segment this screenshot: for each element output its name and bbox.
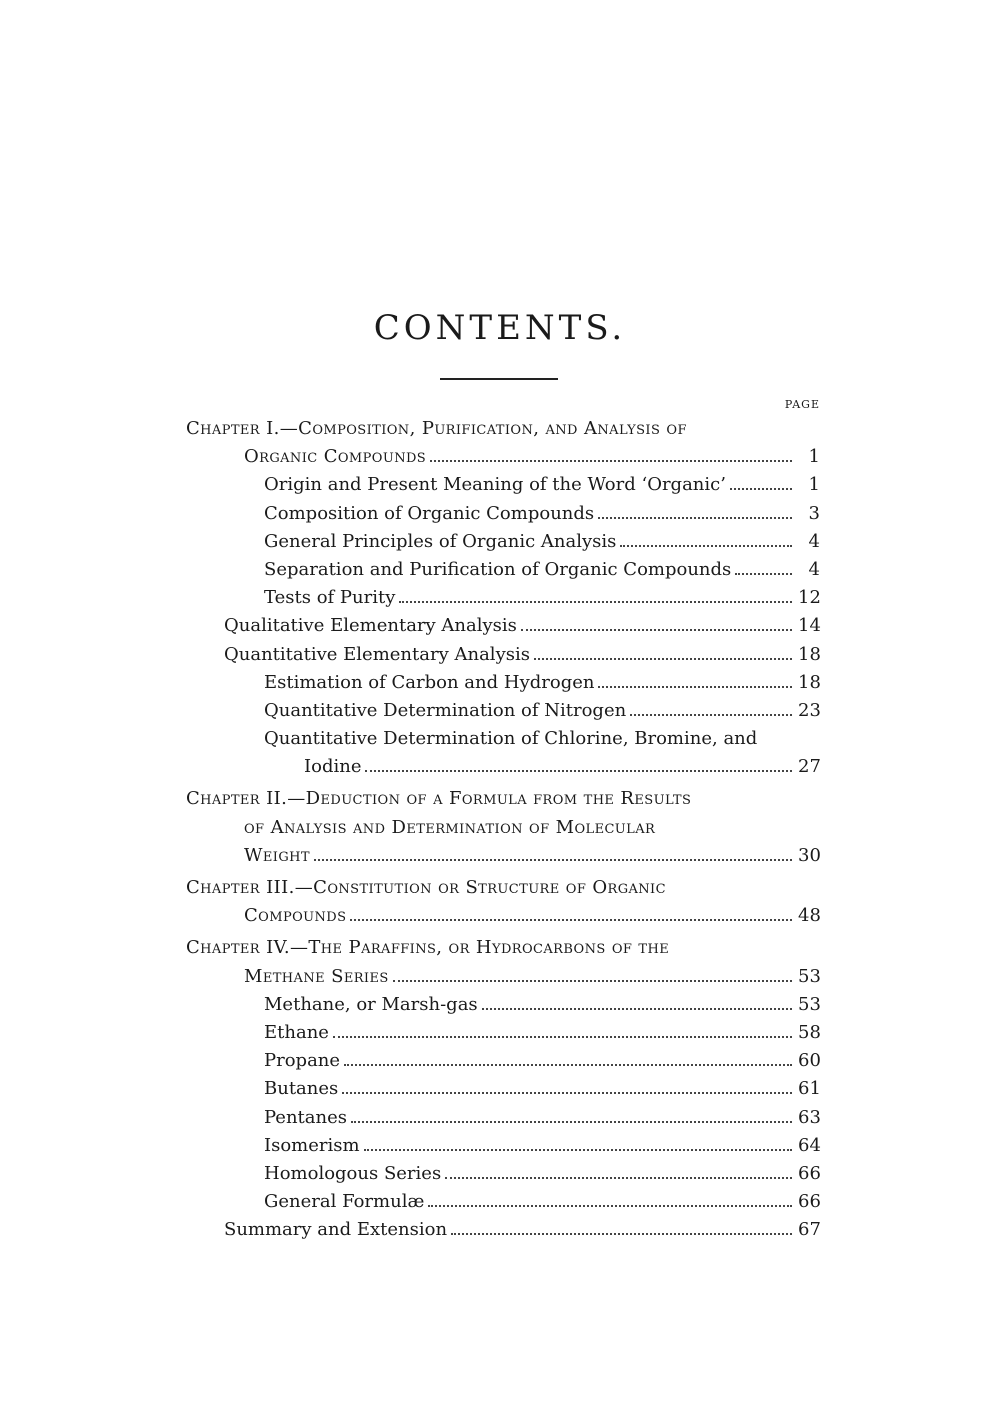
dot-leader <box>630 714 792 716</box>
toc-page-number: 61 <box>798 1078 821 1100</box>
toc-entry-label: Ethane <box>264 1021 329 1043</box>
toc-entry-label: Composition of Organic Compounds <box>264 502 595 524</box>
dot-leader <box>598 686 792 688</box>
page-column-label: PAGE <box>784 398 820 411</box>
toc-entry-label: General Principles of Organic Analysis <box>264 530 617 552</box>
toc-page-number: 14 <box>798 615 821 637</box>
dot-leader <box>364 1149 792 1151</box>
toc-chapter-4-heading-end[interactable] <box>186 966 820 994</box>
toc-entry-label: Homologous Series <box>264 1162 442 1184</box>
dot-leader <box>735 573 792 575</box>
toc-page-number: 63 <box>798 1106 821 1128</box>
toc-entry[interactable] <box>186 1135 820 1163</box>
toc-page-number: 12 <box>798 587 821 609</box>
toc-entry[interactable] <box>186 531 820 559</box>
toc-entry[interactable] <box>186 1050 820 1078</box>
toc-chapter-2-heading-end[interactable] <box>186 845 820 873</box>
page-title: CONTENTS. <box>373 308 627 348</box>
dot-leader <box>350 919 792 921</box>
toc-entry-label: Butanes <box>264 1078 339 1100</box>
toc-entry[interactable] <box>186 1219 820 1247</box>
toc-chapter-heading: Chapter I.—Composition, Purification, and Analysis of <box>186 418 687 439</box>
toc-chapter-2-heading[interactable] <box>186 788 820 816</box>
title-rule <box>440 378 558 380</box>
toc-entry[interactable] <box>186 1163 820 1191</box>
dot-leader <box>430 460 792 462</box>
toc-entry[interactable] <box>186 728 820 756</box>
toc-entry-label: Separation and Purification of Organic Compounds <box>264 558 732 580</box>
dot-leader <box>399 601 792 603</box>
toc-entry-label: Qualitative Elementary Analysis <box>224 615 517 637</box>
toc-chapter-3-heading[interactable] <box>186 877 820 905</box>
toc-entry-label: Methane, or Marsh-gas <box>264 993 478 1015</box>
dot-leader <box>534 658 792 660</box>
dot-leader <box>393 980 792 982</box>
dot-leader <box>428 1205 792 1207</box>
toc-page-number: 4 <box>808 530 820 552</box>
toc-page-number: 30 <box>798 844 821 866</box>
toc-entry-label: Quantitative Elementary Analysis <box>224 643 530 665</box>
toc-entry-label: Quantitative Determination of Nitrogen <box>264 699 627 721</box>
toc-entry[interactable] <box>186 756 820 784</box>
toc-page-number: 1 <box>808 446 820 468</box>
toc-chapter-1-heading-cont[interactable] <box>186 446 820 474</box>
toc-page-number: 4 <box>808 558 820 580</box>
toc-page-number: 1 <box>808 474 820 496</box>
toc-entry-label: Summary and Extension <box>224 1219 448 1241</box>
dot-leader <box>342 1092 792 1094</box>
toc-entry-label: Iodine <box>304 756 362 778</box>
toc-page-number: 48 <box>798 905 821 927</box>
toc-entry[interactable] <box>186 994 820 1022</box>
toc-page-number: 53 <box>798 993 821 1015</box>
dot-leader <box>344 1064 792 1066</box>
toc-entry[interactable] <box>186 1022 820 1050</box>
toc-entry[interactable] <box>186 615 820 643</box>
toc-page-number: 53 <box>798 965 821 987</box>
toc-entry-label: Compounds <box>244 905 347 927</box>
toc-entry[interactable] <box>186 700 820 728</box>
toc-entry-label: Pentanes <box>264 1106 347 1128</box>
dot-leader <box>365 770 792 772</box>
dot-leader <box>620 545 792 547</box>
dot-leader <box>314 859 792 861</box>
toc-page-number: 23 <box>798 699 821 721</box>
toc-entry-label: General Formulæ <box>264 1191 425 1213</box>
toc-entry[interactable] <box>186 644 820 672</box>
toc-chapter-heading: of Analysis and Determination of Molecular <box>244 816 656 838</box>
toc-entry[interactable] <box>186 1078 820 1106</box>
toc-chapter-2-heading-cont[interactable] <box>186 817 820 845</box>
toc-page-number: 18 <box>798 671 821 693</box>
toc-entry[interactable] <box>186 503 820 531</box>
toc-page-number: 66 <box>798 1162 821 1184</box>
toc-entry-label: Estimation of Carbon and Hydrogen <box>264 671 595 693</box>
dot-leader <box>451 1233 792 1235</box>
toc-page-number: 66 <box>798 1191 821 1213</box>
toc-chapter-heading: Chapter II.—Deduction of a Formula from the Results <box>186 788 692 810</box>
toc-entry[interactable] <box>186 587 820 615</box>
dot-leader <box>521 629 792 631</box>
toc-entry[interactable] <box>186 474 820 502</box>
dot-leader <box>482 1008 792 1010</box>
toc-entry-label: Isomerism <box>264 1134 360 1156</box>
toc-entry-label: Organic Compounds <box>244 446 427 468</box>
toc-page-number: 67 <box>798 1219 821 1241</box>
toc-chapter-heading: Chapter IV.—The Paraffins, or Hydrocarbons of the <box>186 937 670 959</box>
toc-entry-label: Quantitative Determination of Chlorine, Bromine, and <box>264 728 758 750</box>
dot-leader <box>333 1036 792 1038</box>
toc-entry[interactable] <box>186 1191 820 1219</box>
toc-entry[interactable] <box>186 559 820 587</box>
toc-entry-label: Tests of Purity <box>264 587 396 609</box>
toc-page-number: 58 <box>798 1021 821 1043</box>
dot-leader <box>445 1177 792 1179</box>
dot-leader <box>351 1121 792 1123</box>
dot-leader <box>598 517 792 519</box>
toc-entry[interactable] <box>186 672 820 700</box>
toc-entry[interactable] <box>186 1107 820 1135</box>
table-of-contents <box>186 418 820 1247</box>
toc-entry-label: Methane Series <box>244 965 389 987</box>
toc-entry-label: Propane <box>264 1050 341 1072</box>
toc-chapter-heading: Chapter III.—Constitution or Structure of Organic <box>186 877 666 898</box>
toc-page-number: 27 <box>798 756 821 778</box>
toc-chapter-4-heading[interactable] <box>186 937 820 965</box>
toc-entry-label: Weight <box>244 844 310 866</box>
toc-chapter-1-heading[interactable] <box>186 418 820 446</box>
toc-page-number: 18 <box>798 643 821 665</box>
toc-page-number: 3 <box>808 502 820 524</box>
toc-page-number: 64 <box>798 1134 821 1156</box>
toc-chapter-3-heading-end[interactable] <box>186 905 820 933</box>
dot-leader <box>730 488 792 490</box>
toc-entry-label: Origin and Present Meaning of the Word ‘Organic’ <box>264 474 726 496</box>
toc-page-number: 60 <box>798 1050 821 1072</box>
